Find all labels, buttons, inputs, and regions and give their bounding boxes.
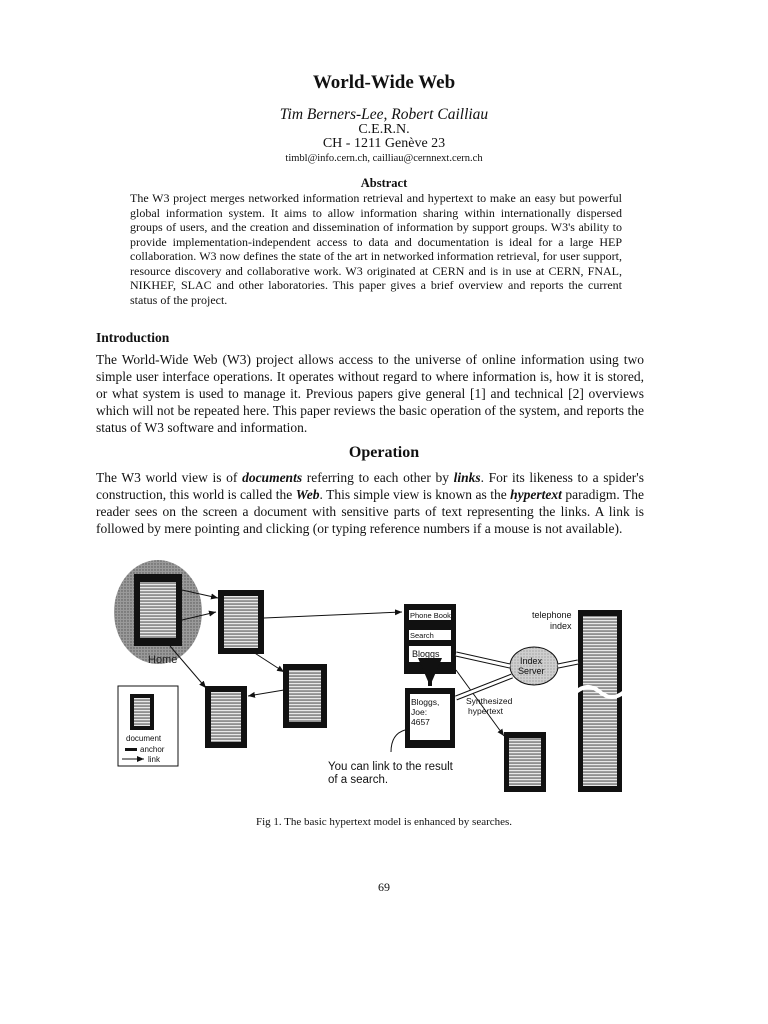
home-label: Home [148,654,178,666]
page-number: 69 [378,880,390,894]
search-label: Search [410,631,434,640]
legend-link-label: link [148,755,161,764]
result-line-1: Bloggs, [411,697,440,707]
operation-heading: Operation [348,444,420,461]
telephone-index-line-1: telephone [532,610,572,620]
term-links: links [453,470,481,485]
phone-book-label: Phone Book [410,611,451,620]
legend-document-label: document [126,734,162,743]
introduction-heading: Introduction [96,330,170,345]
paper-authors: Tim Berners-Lee, Robert Cailliau [279,106,489,123]
index-server-line-1: Index [520,656,543,666]
result-line-2: Joe: [411,707,428,717]
operation-body [96,469,644,537]
paper-emails: timbl@info.cern.ch, cailliau@cernnext.cern.ch [285,153,483,164]
term-hypertext: hypertext [510,487,562,502]
result-line-3: 4657 [411,717,430,727]
linked-result-document [504,732,546,792]
introduction-body: The World-Wide Web (W3) project allows access to the universe of online information using two simple user interface operations. It operates without regard to where information is, how it is stored, or what system is used to manage it. Previous papers give general [1] and technical [2] overviews which will not be repeated here. This paper reviews the basic operation of the system, and reports the status of W3 software and information. [96,352,644,435]
paper-affiliation: C.E.R.N. [358,122,410,137]
bloggs-label: Bloggs [412,649,440,659]
operation-text-3: . For its likeness to a spider's construction, this world is called the [96,470,644,502]
index-server-line-2: Server [518,666,545,676]
operation-text-1: The W3 world view is of [96,470,243,485]
operation-text-4: . This simple view is known as the [319,487,511,502]
legend [118,686,178,766]
document-4 [283,664,327,728]
operation-text-5: paradigm. The reader sees on the screen a document with sensitive parts of text representing the links. A link is followed by mere pointing and clicking (or typing reference numbers if a mouse is not available). [96,487,644,536]
note-line-2: of a search. [328,774,389,786]
document-2 [218,590,264,654]
document-3 [205,686,247,748]
hypertext-model-figure [100,560,640,800]
figure-caption: Fig 1. The basic hypertext model is enhanced by searches. [255,816,513,828]
legend-anchor-label: anchor [140,745,165,754]
home-document [134,574,182,646]
note-line-1: You can link to the result [328,761,453,773]
paper-address: CH - 1211 Genève 23 [322,136,446,151]
telephone-index-line-2: index [550,621,572,631]
term-documents: documents [242,470,303,485]
abstract-heading: Abstract [360,176,408,190]
telephone-index-document [576,610,624,792]
synthesized-line-2: hypertext [468,706,503,716]
paper-title: World-Wide Web [312,72,456,93]
abstract-body: The W3 project merges networked information retrieval and hypertext to make an easy but powerful global information system. It aims to allow information sharing within internationally dispersed groups of users, and the creation and dissemination of information by support groups. W3's ability to provide implementation-independent access to data and documentation is ideal for a large HEP collaboration. W3 now defines the state of the art in networked information retrieval, for user support, resource discovery and collaborative work. W3 originated at CERN and is in use at CERN, FNAL, NIKHEF, SLAC and other laboratories. This paper gives a brief overview and reports the current status of the project. [130,191,622,307]
synthesized-line-1: Synthesized [466,696,513,706]
term-web: Web [295,487,320,502]
operation-text-2: referring to each other by [302,470,454,485]
legend-anchor-icon [125,748,137,751]
